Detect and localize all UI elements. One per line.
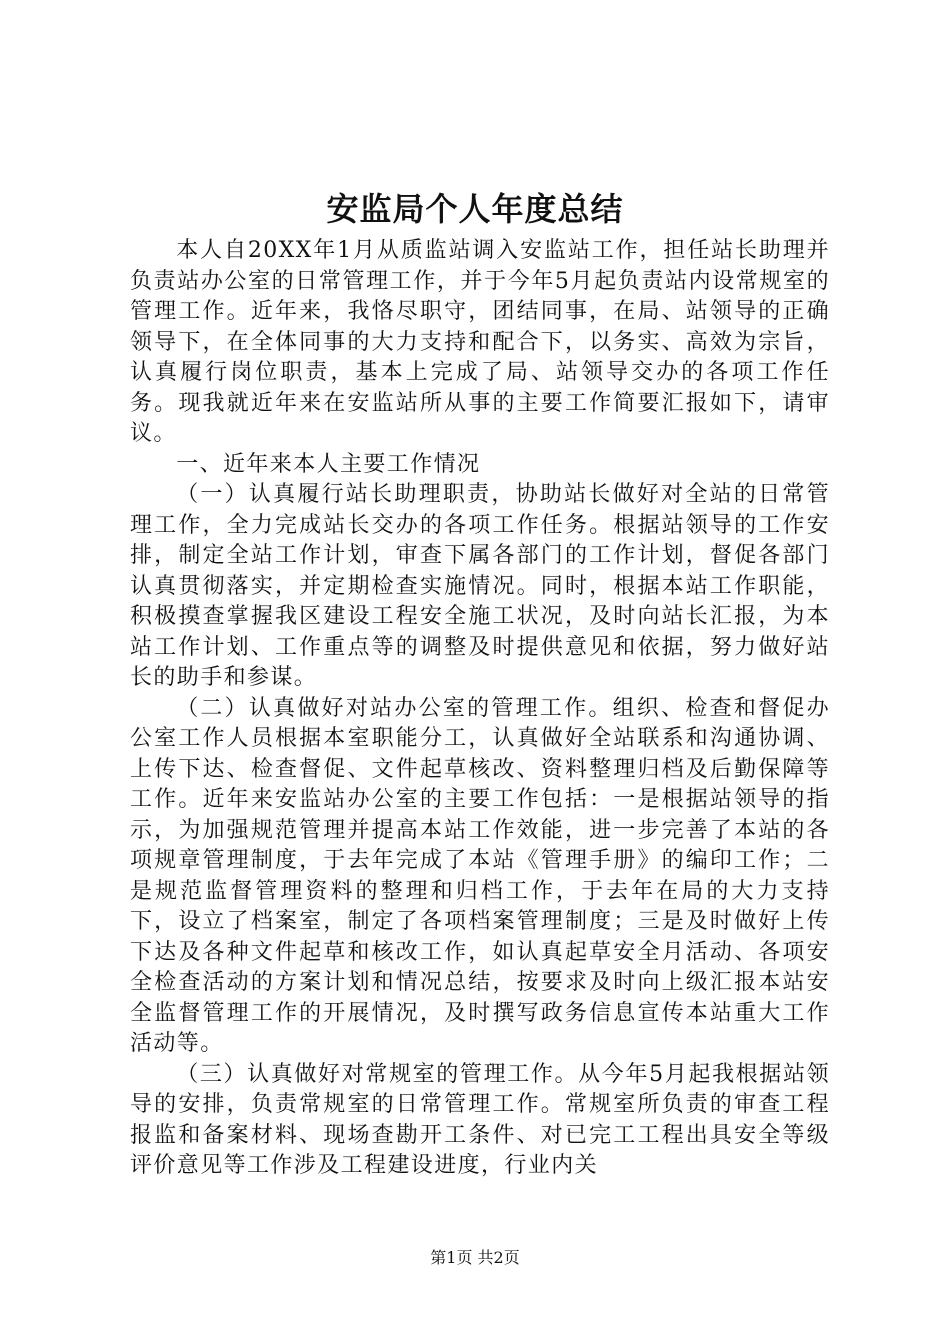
section-heading: 一、近年来本人主要工作情况 xyxy=(176,451,481,477)
paragraph-item-2: （二）认真做好对站办公室的管理工作。组织、检查和督促办公室工作人员根据本室职能分工，认真做好全站联系和沟通协调、上传下达、检查督促、文件起草核改、资料整理归档及后勤保障等工作。近年来安监站办公室的主要工作包括：一是根据站领导的指示，为加强规范管理并提高本站工作效能，进一步完善了本站的各项规章管理制度，于去年完成了本站《管理手册》的编印工作；二是规范监督管理资料的整理和归档工作，于去年在局的大力支持下，设立了档案室，制定了各项档案管理制度；三是及时做好上传下达及各种文件起草和核改工作，如认真起草安全月活动、各项安全检查活动的方案计划和情况总结，按要求及时向上级汇报本站安全监督管理工作的开展情况，及时撰写政务信息宣传本站重大工作活动等。 xyxy=(130,695,830,1056)
paragraph-intro: 本人自20XX年1月从质监站调入安监站工作，担任站长助理并负责站办公室的日常管理工作，并于今年5月起负责站内设常规室的管理工作。近年来，我恪尽职守，团结同事，在局、站领导的正确领导下，在全体同事的大力支持和配合下，以务实、高效为宗旨，认真履行岗位职责，基本上完成了局、站领导交办的各项工作任务。现我就近年来在安监站所从事的主要工作简要汇报如下，请审议。 xyxy=(130,238,830,446)
document-title: 安监局个人年度总结 xyxy=(326,190,624,228)
document-body xyxy=(130,236,830,1182)
paragraph-item-1: （一）认真履行站长助理职责，协助站长做好对全站的日常管理工作，全力完成站长交办的各项工作任务。根据站领导的工作安排，制定全站工作计划，审查下属各部门的工作计划，督促各部门认真贯彻落实，并定期检查实施情况。同时，根据本站工作职能，积极摸查掌握我区建设工程安全施工状况，及时向站长汇报，为本站工作计划、工作重点等的调整及时提供意见和依据，努力做好站长的助手和参谋。 xyxy=(130,482,830,690)
page-number-footer: 第1页 共2页 xyxy=(430,1248,520,1267)
paragraph-item-3: （三）认真做好对常规室的管理工作。从今年5月起我根据站领导的安排，负责常规室的日常管理工作。常规室所负责的审查工程报监和备案材料、现场查勘开工条件、对已完工工程出具安全等级评价意见等工作涉及工程建设进度，行业内关 xyxy=(130,1061,830,1178)
